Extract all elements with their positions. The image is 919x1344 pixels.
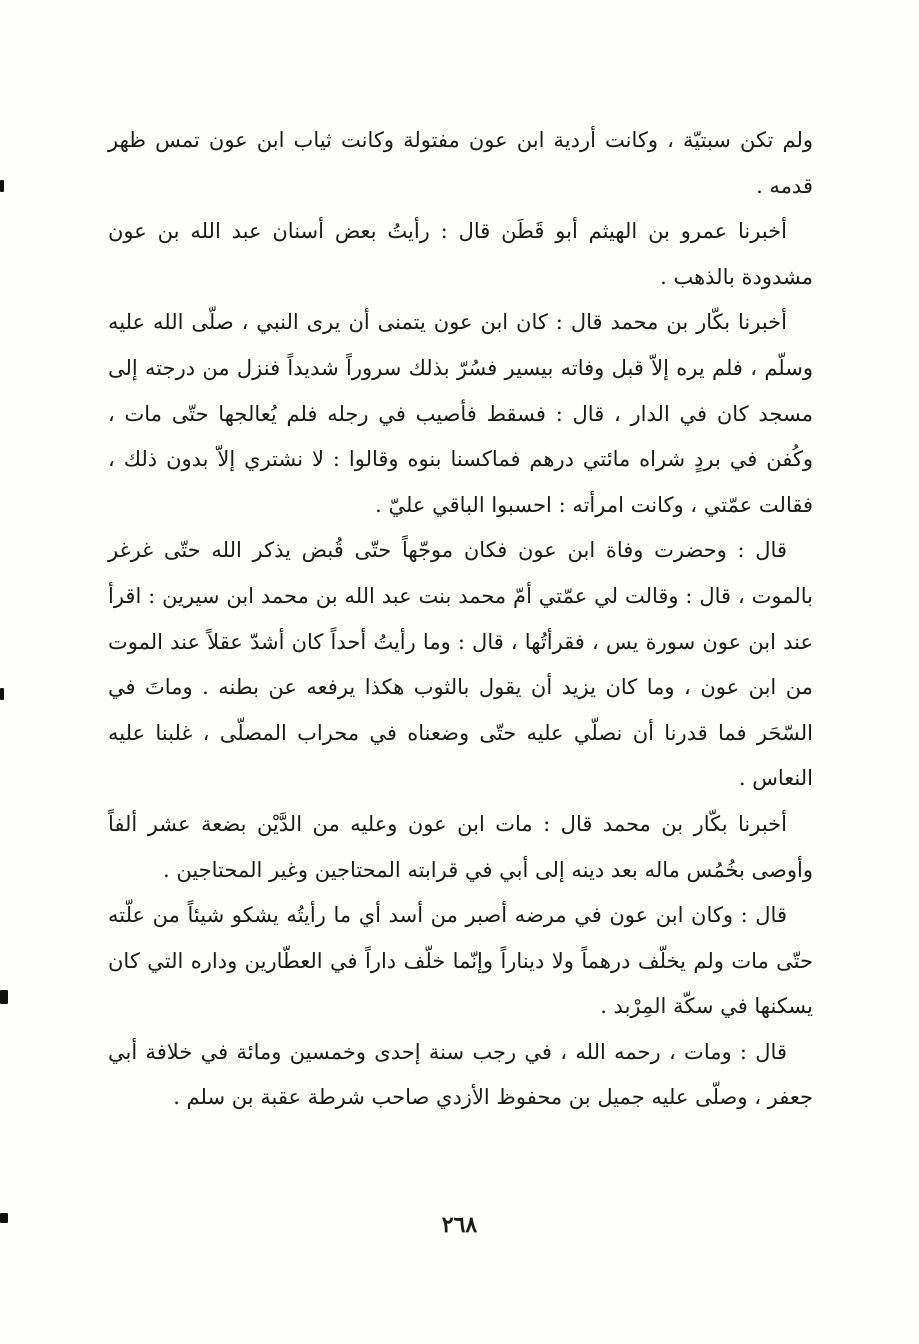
paragraph-7: قال : ومات ، رحمه الله ، في رجب سنة إحدى وخمسين ومائة في خلافة أبي جعفر ، وصلّى عليه جميل بن محفوظ الأزدي صاحب شرطة عقبة بن سلم . [108, 1039, 813, 1110]
paragraph-1: ولم تكن سبتيّة ، وكانت أردية ابن عون مفتولة وكانت ثياب ابن عون تمس ظهر قدمه . [108, 128, 813, 198]
scan-mark [0, 688, 4, 700]
paragraph-5: أخبرنا بكّار بن محمد قال : مات ابن عون وعليه من الدَّيْن بضعة عشر ألفاً وأوصى بخُمُس ماله بعد دينه إلى أبي في قرابته المحتاجين وغير المحتاجين . [108, 811, 813, 882]
body-text [108, 118, 813, 1121]
paragraph-4: قال : وحضرت وفاة ابن عون فكان موجّهاً حتّى قُبض يذكر الله حتّى غرغر بالموت ، قال : وقالت لي عمّتي أمّ محمد بنت عبد الله بن محمد ابن سيرين : اقرأ عند ابن عون سورة يس ، فقرأتُها ، قال : وما رأيتُ أحداً كان أشدّ عقلاً عند الموت من ابن عون ، وما كان يزيد أن يقول بالثوب هكذا يرفعه عن بطنه . وماتَ في السّحَر فما قدرنا أن نصلّي عليه حتّى وضعناه في محراب المصلّى ، غلبنا عليه النعاس . [108, 538, 813, 791]
scan-mark [0, 1213, 8, 1223]
scan-mark [0, 180, 4, 192]
paragraph-6: قال : وكان ابن عون في مرضه أصبر من أسد أي ما رأيتُه يشكو شيئاً من علّته حتّى مات ولم يخلّف درهماً ولا ديناراً وإنّما خلّف داراً في العطّارين وداره التي كان يسكنها في سكّة المِرْبد . [108, 903, 813, 1019]
paragraph-3: أخبرنا بكّار بن محمد قال : كان ابن عون يتمنى أن يرى النبي ، صلّى الله عليه وسلّم ، فلم يره إلاّ قبل وفاته بيسير فسُرّ بذلك سروراً شديداً فنزل من درجته إلى مسجد كان في الدار ، قال : فسقط فأصيب في رجله فلم يُعالجها حتّى مات ، وكُفن في بردٍ شراه مائتي درهم فماكسنا بنوه وقالوا : لا نشتري إلاّ بدون ذلك ، فقالت عمّتي ، وكانت امرأته : احسبوا الباقي عليّ . [108, 310, 813, 517]
page-number: ٢٦٨ [441, 1212, 478, 1238]
paragraph-2: أخبرنا عمرو بن الهيثم أبو قَطَن قال : رأيتُ بعض أسنان عبد الله بن عون مشدودة بالذهب . [108, 219, 813, 289]
scan-mark [0, 990, 8, 1004]
